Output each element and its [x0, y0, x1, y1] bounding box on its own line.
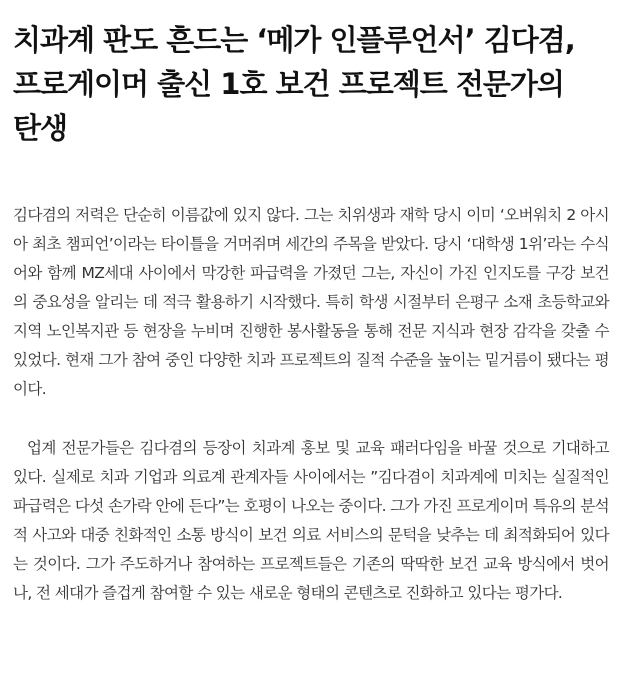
article-paragraph-1: 김다겸의 저력은 단순히 이름값에 있지 않다. 그는 치위생과 재학 당시 이미 ‘오버워치 2 아시아 최초 챔피언’이라는 타이틀을 거머쥐며 세간의 주목을 받았다. 당시 ‘대학생 1위’라는 수식어와 함께 MZ세대 사이에서 막강한 파급력을 가졌던 그는, 자신이 가진 인지도를 구강 보건의 중요성을 알리는 데 적극 활용하기 시작했다. 특히 학생 시절부터 은평구 소재 초등학교와 지역 노인복지관 등 현장을 누비며 진행한 봉사활동을 통해 전문 지식과 현장 감각을 갖출 수 있었다. 현재 그가 참여 중인 다양한 치과 프로젝트의 질적 수준을 높이는 밑거름이 됐다는 평이다. [13, 206, 609, 398]
article-paragraph-2: 업계 전문가들은 김다겸의 등장이 치과계 홍보 및 교육 패러다임을 바꿀 것으로 기대하고 있다. 실제로 치과 기업과 의료계 관계자들 사이에서는 ”김다겸이 치과계에 미치는 실질적인 파급력은 다섯 손가락 안에 든다”는 호평이 나오는 중이다. 그가 가진 프로게이머 특유의 분석적 사고와 대중 친화적인 소통 방식이 보건 의료 서비스의 문턱을 낮추는 데 최적화되어 있다는 것이다. 그가 주도하거나 참여하는 프로젝트들은 기존의 딱딱한 보건 교육 방식에서 벗어나, 전 세대가 즐겁게 참여할 수 있는 새로운 형태의 콘텐츠로 진화하고 있다는 평가다. [13, 439, 609, 602]
article-headline: 치과계 판도 흔드는 ‘메가 인플루언서’ 김다겸, 프로게이머 출신 1호 보건 프로젝트 전문가의 탄생 [13, 23, 575, 145]
article [13, 18, 609, 608]
